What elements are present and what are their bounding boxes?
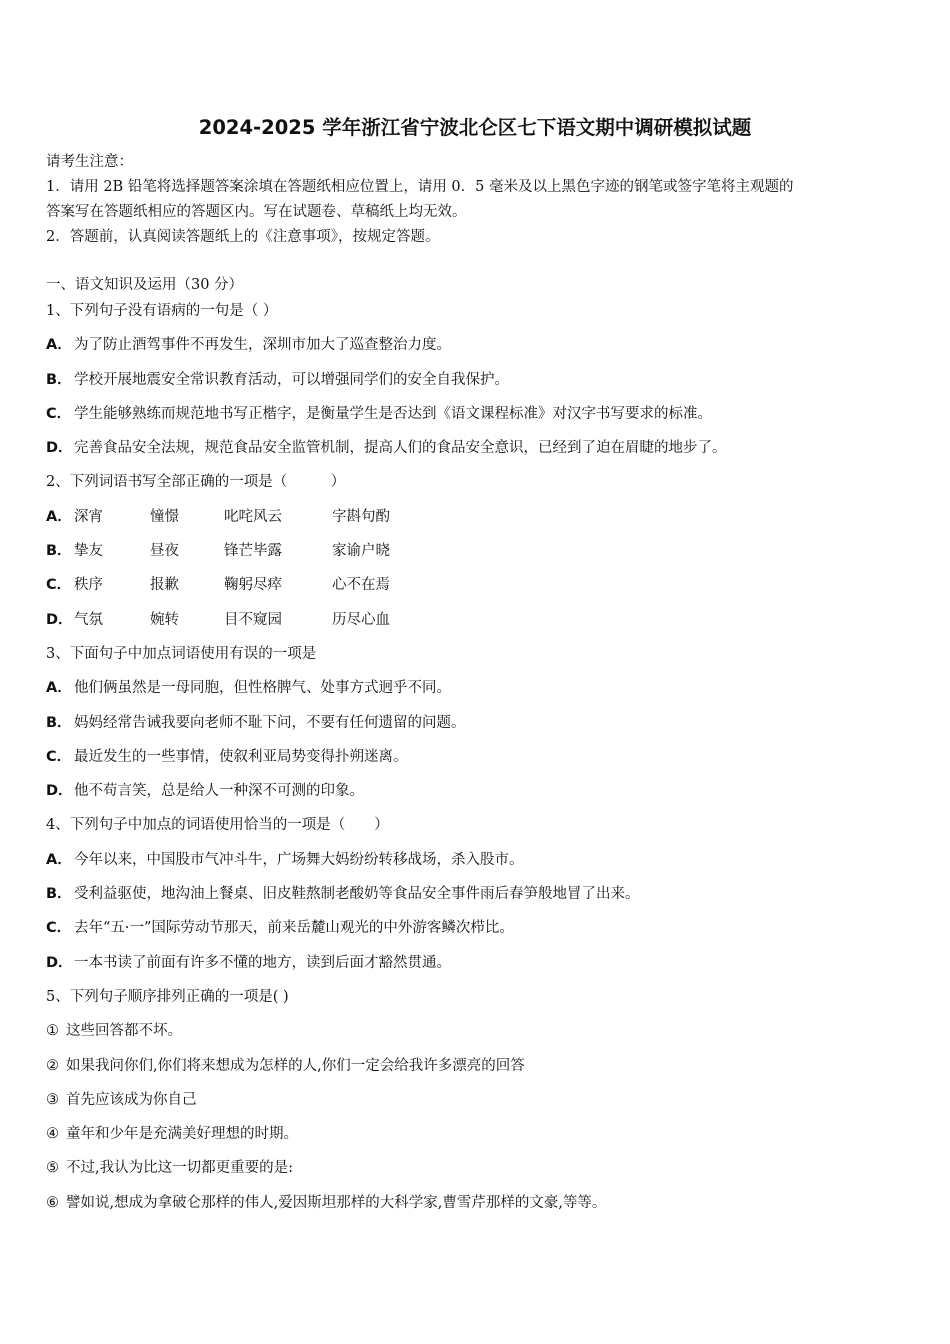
option-word: 挚友 (74, 543, 103, 560)
option-word: 家谕户晓 (332, 543, 390, 560)
option-label: B． (46, 543, 72, 560)
question-4-option-a (46, 847, 906, 881)
item-number: ⑥ (46, 1194, 59, 1211)
item-text: 譬如说,想成为拿破仑那样的伟人,爱因斯坦那样的大科学家,曹雪芹那样的文豪,等等。 (66, 1194, 607, 1211)
option-label: D． (46, 954, 73, 971)
item-text: 首先应该成为你自己 (66, 1091, 197, 1108)
option-word: 目不窥园 (224, 611, 282, 628)
option-label: B． (46, 886, 72, 903)
notice-heading: 请考生注意： (46, 154, 133, 170)
question-2-stem: 2、下列词语书写全部正确的一项是（ ） (46, 474, 346, 491)
option-text: 受利益驱使，地沟油上餐桌、旧皮鞋熬制老酸奶等食品安全事件雨后春笋般地冒了出来。 (74, 886, 640, 903)
question-1-option-b (46, 367, 906, 401)
question-3-option-c (46, 744, 906, 778)
option-label: A． (46, 337, 72, 354)
notice-item-2: 2．答题前，认真阅读答题纸上的《注意事项》，按规定答题。 (46, 229, 440, 245)
option-word: 报歉 (150, 577, 179, 594)
question-1-option-c (46, 401, 906, 435)
option-text: 他们俩虽然是一母同胞，但性格脾气、处事方式迥乎不同。 (74, 680, 451, 697)
option-text: 完善食品安全法规，规范食品安全监管机制，提高人们的食品安全意识，已经到了迫在眉睫的地步了。 (74, 440, 727, 457)
question-3-option-b (46, 710, 906, 744)
question-1-option-a (46, 332, 906, 366)
question-5-item-4 (46, 1121, 906, 1155)
option-word: 深宵 (74, 508, 103, 525)
question-5-stem: 5、下列句子顺序排列正确的一项是( ) (46, 988, 289, 1005)
item-text: 如果我问你们,你们将来想成为怎样的人,你们一定会给我许多漂亮的回答 (66, 1057, 525, 1074)
question-1-option-d (46, 435, 906, 469)
question-4-option-b (46, 881, 906, 915)
question-4-stem: 4、下列句子中加点的词语使用恰当的一项是（ ） (46, 817, 389, 834)
option-text: 妈妈经常告诫我要向老师不耻下问，不要有任何遗留的问题。 (74, 714, 466, 731)
question-2-option-d (46, 607, 906, 641)
option-word: 秩序 (74, 577, 103, 594)
item-number: ④ (46, 1126, 59, 1143)
question-3-option-a (46, 675, 906, 709)
option-label: B． (46, 714, 72, 731)
question-5-item-5 (46, 1155, 906, 1189)
option-text: 学生能够熟练而规范地书写正楷字，是衡量学生是否达到《语文课程标准》对汉字书写要求的标准。 (74, 405, 712, 422)
option-label: A． (46, 851, 72, 868)
option-text: 学校开展地震安全常识教育活动，可以增强同学们的安全自我保护。 (74, 371, 509, 388)
option-label: B． (46, 371, 72, 388)
question-5-item-6 (46, 1190, 906, 1224)
option-label: D． (46, 783, 73, 800)
item-text: 不过,我认为比这一切都更重要的是: (66, 1160, 293, 1177)
option-label: A． (46, 508, 72, 525)
item-text: 童年和少年是充满美好理想的时期。 (66, 1126, 298, 1143)
question-4-option-d (46, 950, 906, 984)
option-text: 一本书读了前面有许多不懂的地方，读到后面才豁然贯通。 (74, 954, 451, 971)
option-word: 字斟句酌 (332, 508, 390, 525)
question-3-stem: 3、下面句子中加点词语使用有误的一项是 (46, 645, 317, 662)
option-word: 气氛 (74, 611, 103, 628)
option-label: A． (46, 680, 72, 697)
option-word: 婉转 (150, 611, 179, 628)
option-word: 锋芒毕露 (224, 543, 282, 560)
option-word: 心不在焉 (332, 577, 390, 594)
option-label: C． (46, 577, 72, 594)
option-text: 今年以来，中国股市气冲斗牛，广场舞大妈纷纷转移战场，杀入股市。 (74, 851, 524, 868)
question-1-stem: 1、下列句子没有语病的一句是（ ） (46, 303, 278, 319)
option-word: 叱咤风云 (224, 508, 282, 525)
item-number: ⑤ (46, 1160, 59, 1177)
question-2-option-b (46, 538, 906, 572)
item-number: ② (46, 1057, 59, 1074)
question-2-option-c (46, 572, 906, 606)
option-text: 为了防止酒驾事件不再发生，深圳市加大了巡查整治力度。 (74, 337, 451, 354)
option-text: 最近发生的一些事情，使叙利亚局势变得扑朔迷离。 (74, 748, 408, 765)
option-label: C． (46, 748, 72, 765)
option-text: 去年“五·一”国际劳动节那天，前来岳麓山观光的中外游客鳞次栉比。 (74, 920, 514, 937)
option-label: D． (46, 611, 73, 628)
option-word: 鞠躬尽瘁 (224, 577, 282, 594)
exam-content (46, 272, 906, 1224)
option-text: 他不苟言笑，总是给人一种深不可测的印象。 (74, 783, 364, 800)
question-3-option-d (46, 778, 906, 812)
item-text: 这些回答都不坏。 (66, 1023, 182, 1040)
option-label: D． (46, 440, 73, 457)
item-number: ③ (46, 1091, 59, 1108)
question-5-item-1 (46, 1018, 906, 1052)
question-5-item-2 (46, 1053, 906, 1087)
notice-item-1-line-1: 1．请用 2B 铅笔将选择题答案涂填在答题纸相应位置上，请用 0．5 毫米及以上黑色字迹的钢笔或签字笔将主观题的 (46, 179, 794, 195)
item-number: ① (46, 1023, 59, 1040)
question-4-option-c (46, 915, 906, 949)
section-heading: 一、语文知识及运用（30 分） (46, 277, 244, 293)
option-word: 憧憬 (150, 508, 179, 525)
option-word: 历尽心血 (332, 611, 390, 628)
option-label: C． (46, 405, 72, 422)
page-title: 2024-2025 学年浙江省宁波北仑区七下语文期中调研模拟试题 (198, 116, 752, 139)
question-2-option-a (46, 504, 906, 538)
notice-item-1-line-2: 答案写在答题纸相应的答题区内。写在试题卷、草稿纸上均无效。 (46, 204, 467, 220)
question-5-item-3 (46, 1087, 906, 1121)
option-label: C． (46, 920, 72, 937)
option-word: 昼夜 (150, 543, 179, 560)
notice-block (46, 150, 906, 250)
